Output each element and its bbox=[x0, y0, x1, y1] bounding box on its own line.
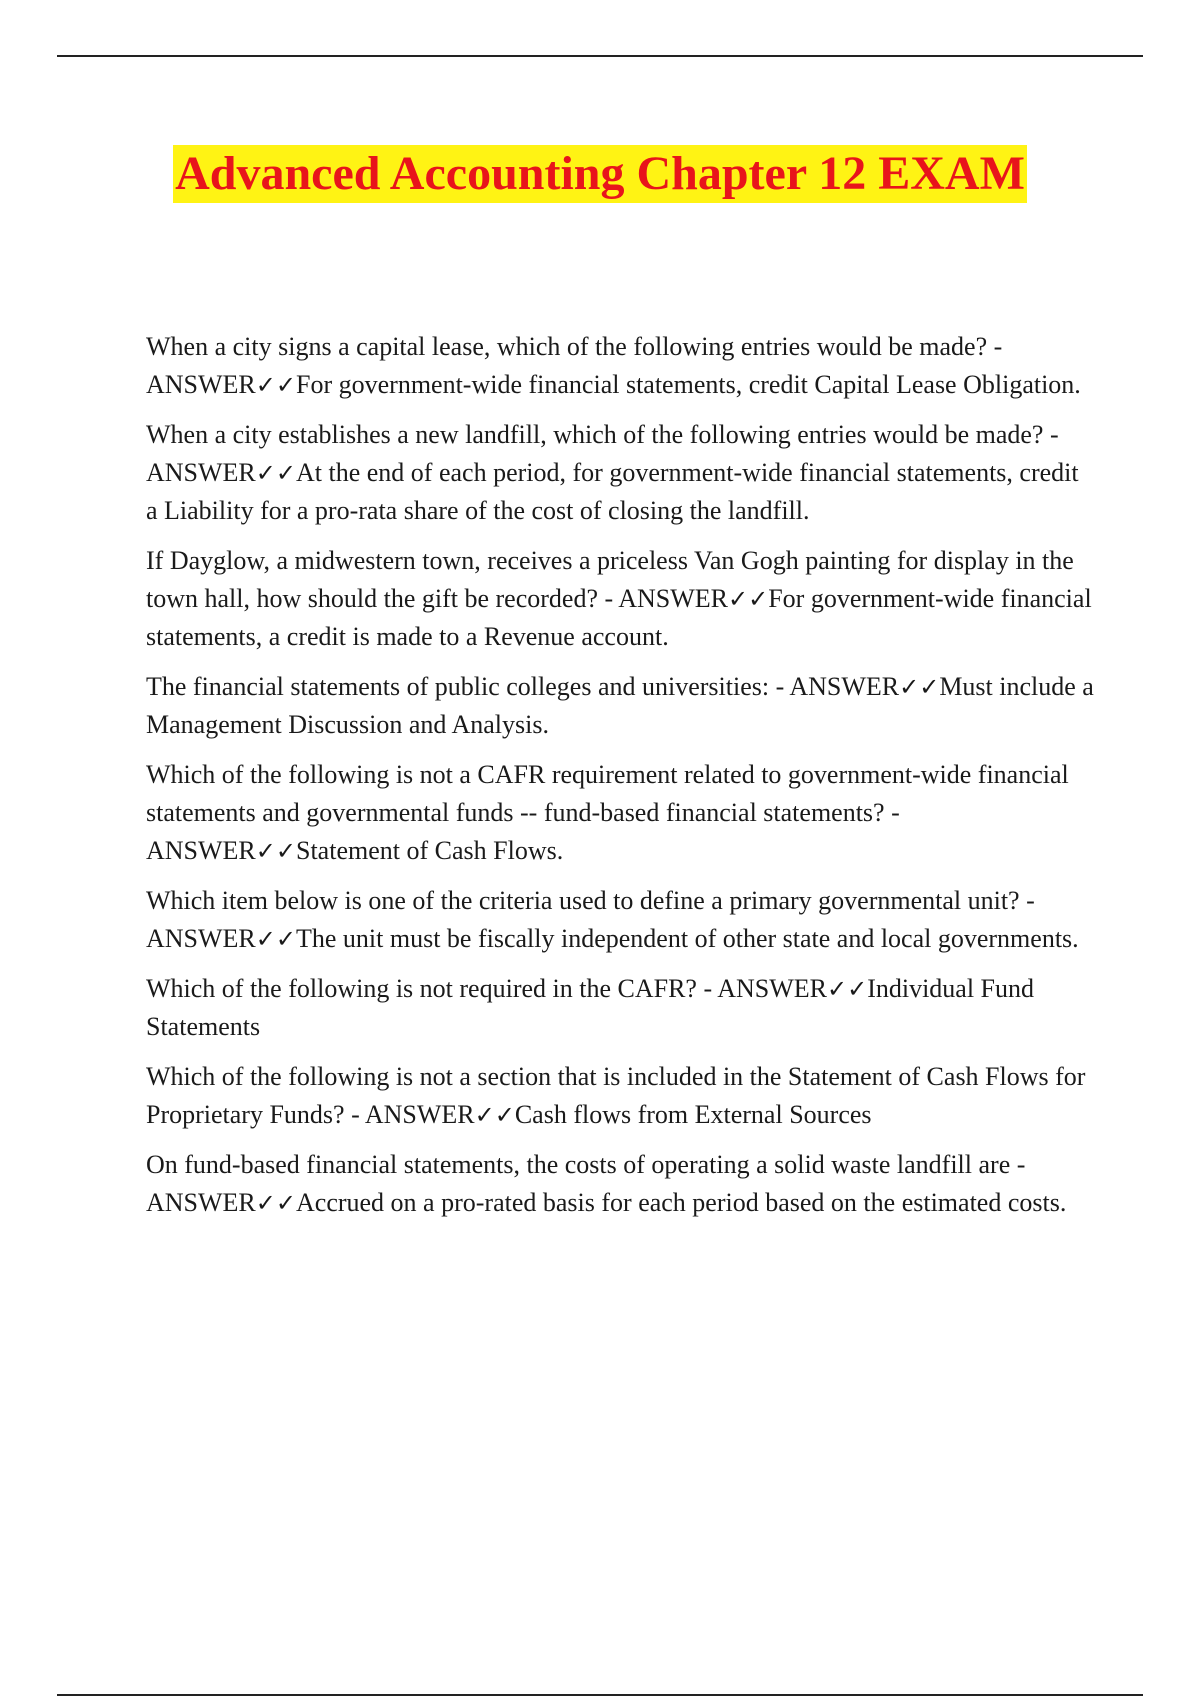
double-check-icon: ✓✓ bbox=[255, 1189, 296, 1217]
question-text: If Dayglow, a midwestern town, receives a priceless Van Gogh painting for display in the town hall, how should the gift be recorded? - bbox=[146, 546, 1074, 613]
question-text: Which of the following is not a section that is included in the Statement of Cash Flows for Proprietary Funds? - bbox=[146, 1062, 1086, 1129]
double-check-icon: ✓✓ bbox=[255, 459, 296, 487]
question-text: On fund-based financial statements, the costs of operating a solid waste landfill are - bbox=[146, 1150, 1026, 1179]
answer-marker: ANSWER bbox=[146, 458, 256, 487]
qa-item bbox=[146, 328, 1096, 404]
double-check-icon: ✓✓ bbox=[728, 585, 769, 613]
header-rule bbox=[57, 55, 1143, 57]
answer-text: Cash flows from External Sources bbox=[514, 1100, 872, 1129]
question-text: When a city establishes a new landfill, which of the following entries would be made? - bbox=[146, 420, 1059, 449]
answer-text: Statement of Cash Flows. bbox=[296, 836, 564, 865]
answer-marker: ANSWER bbox=[618, 584, 728, 613]
question-text: Which of the following is not a CAFR requirement related to government-wide financial statements and governmental funds -- fund-based financial statements? - bbox=[146, 760, 1069, 827]
double-check-icon: ✓✓ bbox=[826, 975, 868, 1003]
answer-text: Must include a Management Discussion and Analysis. bbox=[146, 672, 1094, 739]
answer-marker: ANSWER bbox=[146, 1188, 256, 1217]
answer-marker: ANSWER bbox=[146, 924, 256, 953]
qa-item bbox=[146, 416, 1096, 530]
answer-text: For government-wide financial statements, a credit is made to a Revenue account. bbox=[146, 584, 1092, 651]
double-check-icon: ✓✓ bbox=[255, 925, 296, 953]
question-text: The financial statements of public colleges and universities: - bbox=[146, 672, 790, 701]
double-check-icon: ✓✓ bbox=[899, 673, 940, 701]
double-check-icon: ✓✓ bbox=[474, 1101, 515, 1129]
answer-marker: ANSWER bbox=[789, 672, 900, 701]
qa-item bbox=[146, 882, 1096, 958]
answer-text: At the end of each period, for government-wide financial statements, credit a Liability for a pro-rata share of the cost of closing the landfill. bbox=[146, 458, 1079, 525]
qa-item bbox=[146, 1058, 1096, 1134]
footer-rule bbox=[57, 1694, 1143, 1696]
answer-text: Accrued on a pro-rated basis for each period based on the estimated costs. bbox=[296, 1188, 1067, 1217]
qa-item bbox=[146, 668, 1096, 744]
answer-marker: ANSWER bbox=[364, 1100, 475, 1129]
question-text: Which of the following is not required in the CAFR? - bbox=[146, 974, 718, 1003]
qa-item bbox=[146, 970, 1096, 1046]
double-check-icon: ✓✓ bbox=[255, 371, 296, 399]
answer-marker: ANSWER bbox=[717, 974, 827, 1003]
question-text: Which item below is one of the criteria used to define a primary governmental unit? - bbox=[146, 886, 1035, 915]
answer-marker: ANSWER bbox=[146, 370, 256, 399]
answer-text: Individual Fund Statements bbox=[146, 974, 1035, 1041]
qa-item bbox=[146, 1146, 1096, 1222]
question-text: When a city signs a capital lease, which of the following entries would be made? - bbox=[146, 332, 1003, 361]
answer-text: For government-wide financial statements, credit Capital Lease Obligation. bbox=[296, 370, 1081, 399]
answer-text: The unit must be fiscally independent of other state and local governments. bbox=[296, 924, 1079, 953]
answer-marker: ANSWER bbox=[146, 836, 256, 865]
qa-list bbox=[146, 328, 1096, 1234]
qa-item bbox=[146, 756, 1096, 870]
title-container bbox=[0, 145, 1200, 203]
qa-item bbox=[146, 542, 1096, 656]
double-check-icon: ✓✓ bbox=[255, 837, 296, 865]
document-title: Advanced Accounting Chapter 12 EXAM bbox=[173, 145, 1027, 203]
